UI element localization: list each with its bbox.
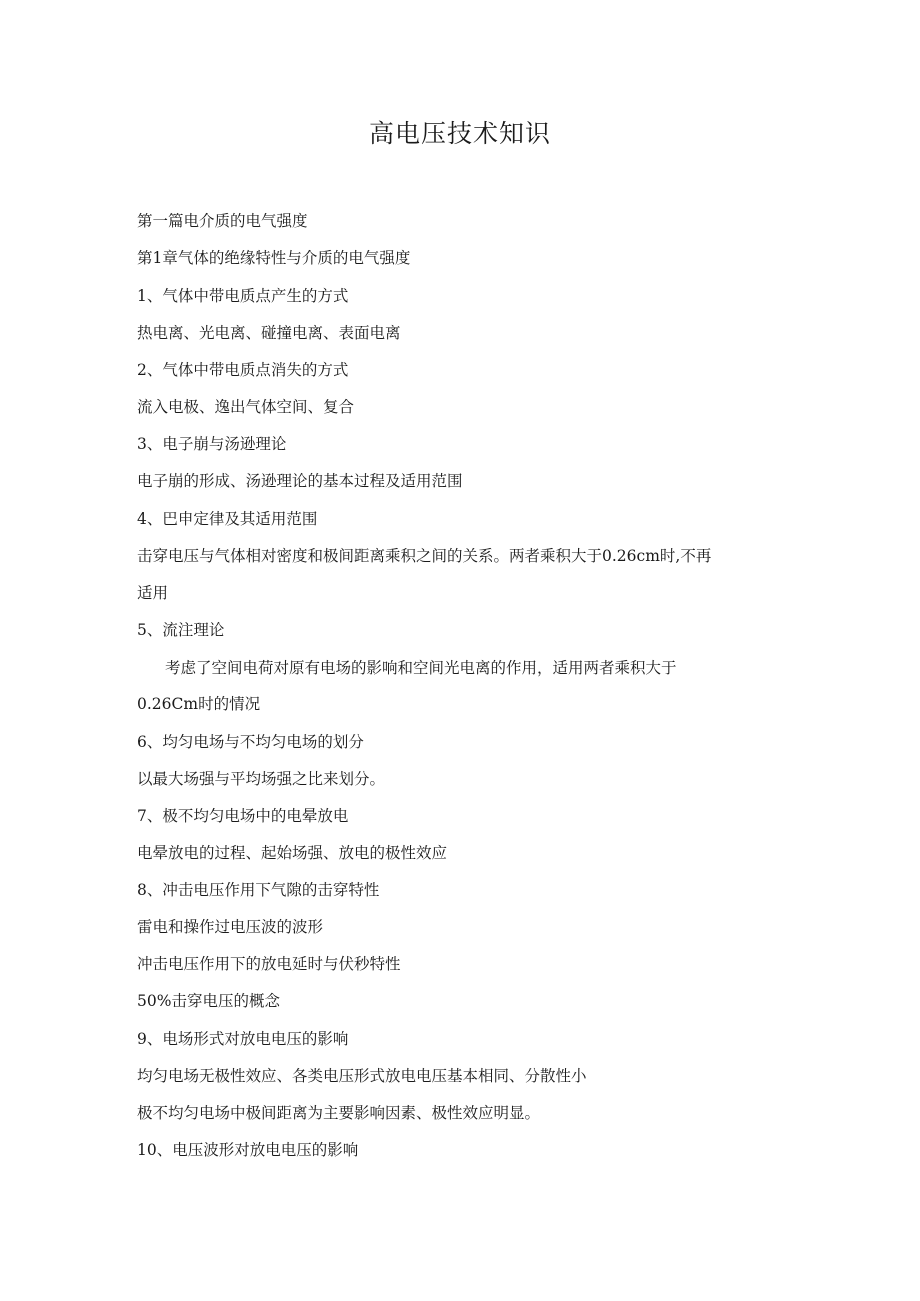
section-heading: 3、电子崩与汤逊理论 (137, 435, 287, 453)
body-text: 冲击电压作用下的放电延时与伏秒特性 (137, 955, 401, 973)
body-text: 0.26Cm时的情况 (137, 695, 261, 713)
body-text: 考虑了空间电荷对原有电场的影响和空间光电离的作用，适用两者乘积大于 (165, 659, 677, 677)
chapter-heading: 第1章气体的绝缘特性与介质的电气强度 (137, 249, 411, 267)
body-text: 均匀电场无极性效应、各类电压形式放电电压基本相同、分散性小 (137, 1067, 587, 1085)
part-heading: 第一篇电介质的电气强度 (137, 212, 308, 230)
body-text: 流入电极、逸出气体空间、复合 (137, 398, 355, 416)
section-heading: 8、冲击电压作用下气隙的击穿特性 (137, 881, 380, 899)
section-heading: 9、电场形式对放电电压的影响 (137, 1030, 349, 1048)
section-heading: 7、极不均匀电场中的电晕放电 (137, 807, 349, 825)
body-text: 雷电和操作过电压波的波形 (137, 918, 324, 936)
body-text: 适用 (137, 584, 169, 602)
section-heading: 6、均匀电场与不均匀电场的划分 (137, 733, 364, 751)
body-text: 击穿电压与气体相对密度和极间距离乘积之间的关系。两者乘积大于0.26cm时,不再 (137, 547, 712, 565)
body-text: 以最大场强与平均场强之比来划分。 (137, 770, 386, 788)
body-text: 极不均匀电场中极间距离为主要影响因素、极性效应明显。 (137, 1104, 541, 1122)
body-text: 电子崩的形成、汤逊理论的基本过程及适用范围 (137, 472, 463, 490)
section-heading: 2、气体中带电质点消失的方式 (137, 361, 349, 379)
body-text: 50%击穿电压的概念 (137, 992, 280, 1010)
section-heading: 4、巴申定律及其适用范围 (137, 510, 318, 528)
body-text: 电晕放电的过程、起始场强、放电的极性效应 (137, 844, 448, 862)
body-text: 热电离、光电离、碰撞电离、表面电离 (137, 324, 401, 342)
section-heading: 10、电压波形对放电电压的影响 (137, 1141, 359, 1159)
section-heading: 1、气体中带电质点产生的方式 (137, 287, 349, 305)
section-heading: 5、流注理论 (137, 621, 225, 639)
document-title: 高电压技术知识 (368, 119, 551, 148)
